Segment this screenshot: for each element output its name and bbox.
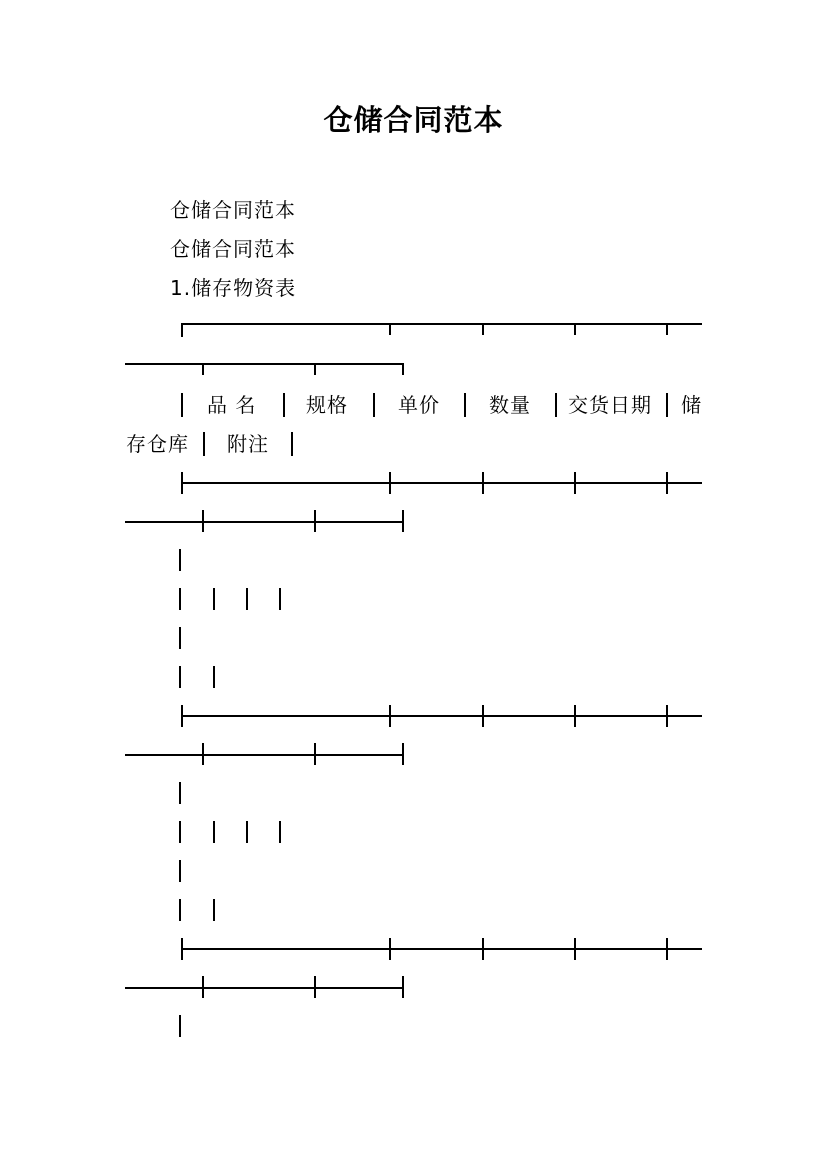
table-cross [202,743,204,765]
table-cross [202,510,204,532]
table-vline [373,393,375,417]
row-separator-cont [125,521,404,523]
table-vline [181,393,183,417]
table-vline [179,1015,181,1037]
table-cross [402,743,404,765]
header-name: 品 名 [207,393,257,417]
table-vline [279,588,281,610]
table-tick [314,363,316,375]
table-vline [246,588,248,610]
row-separator-cont [125,754,404,756]
table-corner [402,363,404,375]
row-separator [181,482,702,484]
table-vline [179,899,181,921]
table-cross [666,938,668,960]
table-cross [314,743,316,765]
table-vline [464,393,466,417]
table-cross [666,705,668,727]
table-vline [213,899,215,921]
table-top-border-cont [125,363,404,365]
table-tick [389,323,391,335]
table-tick [574,323,576,335]
row-separator [181,948,702,950]
paragraph-3: 1.储存物资表 [170,276,297,300]
table-cross [574,472,576,494]
row-separator-cont [125,987,404,989]
table-cross [389,938,391,960]
table-vline [179,627,181,649]
header-quantity: 数量 [489,393,531,417]
table-cross [402,976,404,998]
table-vline [279,821,281,843]
header-delivery-date: 交货日期 [568,393,652,417]
table-vline [179,588,181,610]
table-cross [314,510,316,532]
table-cross [574,938,576,960]
table-vline [203,432,205,456]
header-storage-1: 储 [681,393,702,417]
header-unit-price: 单价 [398,393,440,417]
header-spec: 规格 [306,393,348,417]
table-vline [555,393,557,417]
table-vline [179,860,181,882]
table-vline [179,821,181,843]
table-tick [666,323,668,335]
table-cross [389,705,391,727]
table-cross [574,705,576,727]
table-vline [213,666,215,688]
table-vline [179,666,181,688]
table-cross [482,938,484,960]
table-cross [389,472,391,494]
table-cross [202,976,204,998]
document-title: 仓储合同范本 [323,103,504,137]
table-tick [482,323,484,335]
table-vline [213,588,215,610]
table-corner [181,323,183,337]
table-cross [482,705,484,727]
paragraph-2: 仓储合同范本 [170,237,296,261]
table-cross [402,510,404,532]
table-cross [314,976,316,998]
table-cross [666,472,668,494]
header-remarks: 附注 [227,432,269,456]
header-storage-2: 存仓库 [126,432,189,456]
table-vline [666,393,668,417]
table-vline [283,393,285,417]
row-separator [181,715,702,717]
table-vline [213,821,215,843]
paragraph-1: 仓储合同范本 [170,198,296,222]
table-tick [202,363,204,375]
table-vline [291,432,293,456]
table-cross [482,472,484,494]
table-vline [179,782,181,804]
table-vline [179,549,181,571]
table-top-border [181,323,702,325]
table-vline [246,821,248,843]
